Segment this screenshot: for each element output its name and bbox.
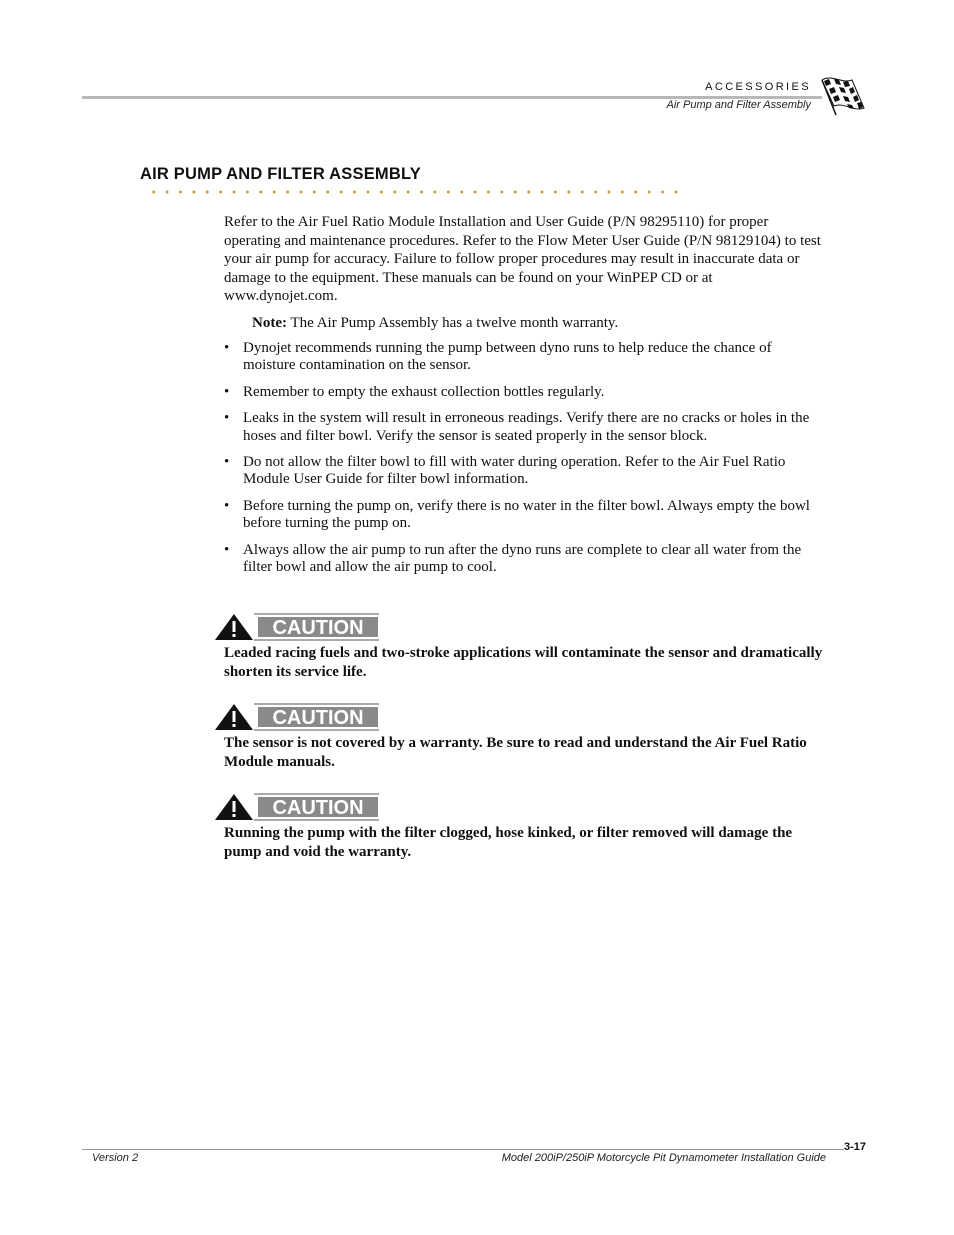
list-item — [224, 384, 814, 401]
page-number: 3-17 — [844, 1141, 867, 1153]
caution-banner-icon — [214, 613, 380, 641]
caution-text: Running the pump with the filter clogged, hose kinked, or filter removed will damage the pump and void the warranty. — [224, 825, 793, 860]
intro-paragraph: Refer to the Air Fuel Ratio Module Installation and User Guide (P/N 98295110) for proper operating and maintenance procedures. Refer to the Flow Meter User Guide (P/N 98129104) to test your air pump for accuracy. Failure to follow proper procedures may result in inaccurate data or damage to the equipment. These manuals can be found on your WinPEP CD or at www.dynojet.com. — [224, 214, 821, 305]
list-item-text: Remember to empty the exhaust collection bottles regularly. — [243, 383, 605, 400]
header-rule — [82, 96, 822, 99]
note-text: The Air Pump Assembly has a twelve month warranty. — [290, 315, 619, 331]
list-item — [224, 340, 814, 375]
list-item — [224, 542, 814, 577]
list-item — [224, 454, 814, 489]
list-item-text: Always allow the air pump to run after the dyno runs are complete to clear all water from the filter bowl and allow the air pump to cool. — [243, 541, 802, 576]
warranty-note — [252, 315, 822, 332]
footer-version: Version 2 — [92, 1152, 139, 1164]
caution-label: CAUTION — [272, 797, 364, 819]
caution-label: CAUTION — [272, 617, 364, 639]
bullet-icon: • — [224, 383, 230, 400]
list-item-text: Do not allow the filter bowl to fill with water during operation. Refer to the Air Fuel Ratio Module User Guide for filter bowl information. — [243, 454, 786, 488]
list-item — [224, 498, 814, 533]
caution-text: The sensor is not covered by a warranty. Be sure to read and understand the Air Fuel Ratio Module manuals. — [224, 735, 807, 770]
checkered-flag-icon — [820, 74, 866, 116]
running-header-section: ACCESSORIES — [705, 81, 811, 93]
dot-leader-divider — [147, 190, 687, 194]
bullet-icon: • — [224, 541, 230, 558]
footer-rule — [82, 1149, 844, 1150]
list-item — [224, 410, 814, 445]
bullet-icon: • — [224, 340, 230, 356]
list-item-text: Before turning the pump on, verify there is no water in the filter bowl. Always empty the bowl before turning the pump on. — [243, 497, 810, 532]
footer-guide-title: Model 200iP/250iP Motorcycle Pit Dynamometer Installation Guide — [501, 1152, 826, 1164]
running-header-subsection: Air Pump and Filter Assembly — [666, 99, 811, 111]
note-label: Note: — [252, 315, 287, 331]
instruction-list — [224, 340, 814, 585]
bullet-icon: • — [224, 410, 230, 427]
section-title: AIR PUMP AND FILTER ASSEMBLY — [140, 165, 421, 183]
list-item-text: Dynojet recommends running the pump between dyno runs to help reduce the chance of moisture contamination on the sensor. — [243, 340, 772, 374]
bullet-icon: • — [224, 454, 230, 471]
caution-banner-icon — [214, 793, 380, 821]
bullet-icon: • — [224, 497, 230, 514]
caution-text: Leaded racing fuels and two-stroke applications will contaminate the sensor and dramatically shorten its service life. — [224, 645, 823, 680]
list-item-text: Leaks in the system will result in erroneous readings. Verify there are no cracks or holes in the hoses and filter bowl. Verify the sensor is seated properly in the sensor block. — [243, 410, 810, 444]
caution-label: CAUTION — [272, 707, 364, 729]
caution-banner-icon — [214, 703, 380, 731]
